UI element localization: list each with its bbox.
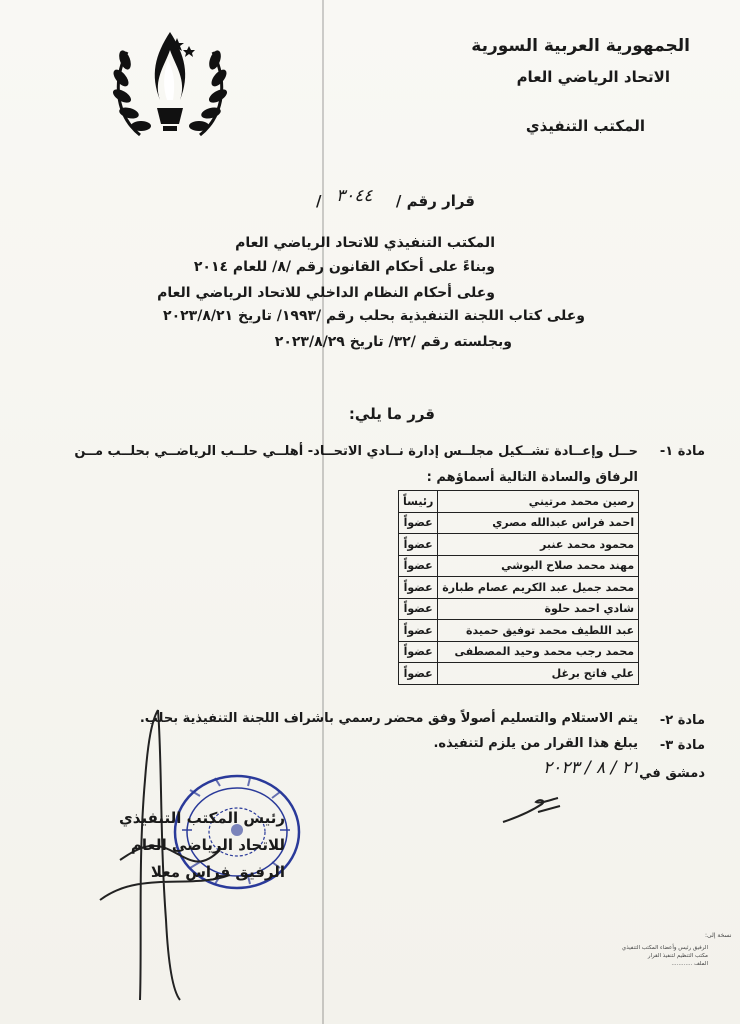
member-role: عضواً — [399, 620, 438, 642]
member-role: عضواً — [399, 663, 438, 685]
table-row — [399, 512, 639, 534]
table-row — [399, 598, 639, 620]
preamble-line3: وعلى أحكام النظام الداخلي للاتحاد الرياضي العام — [157, 285, 495, 301]
decision-number: ٣٠٤٤ — [336, 186, 373, 206]
member-role: عضواً — [399, 577, 438, 599]
preamble-line4: وعلى كتاب اللجنة التنفيذية بحلب رقم /١٩٩٣/ تاريخ ٢٠٢٣/٨/٢١ — [163, 308, 585, 324]
table-row — [399, 534, 639, 556]
member-role: عضواً — [399, 512, 438, 534]
signature-name: الرفيق فراس معلا — [150, 863, 285, 881]
preamble-line2: وبناءً على أحكام القانون رقم /٨/ للعام ٢٠١٤ — [193, 259, 495, 275]
member-role: عضواً — [399, 641, 438, 663]
members-table — [398, 490, 639, 685]
member-name: رصين محمد مرتيني — [438, 491, 639, 513]
footer-distribution — [568, 944, 708, 968]
member-name: محمد رجب محمد وحيد المصطفى — [438, 641, 639, 663]
article-1-label: مادة ١- — [659, 444, 705, 459]
article-1-text-continued: الرفاق والسادة التالية أسماؤهم : — [426, 470, 638, 485]
member-name: محمود محمد عنبر — [438, 534, 639, 556]
table-row — [399, 620, 639, 642]
footer-line1: الرفيق رئيس وأعضاء المكتب التنفيذي — [621, 945, 708, 951]
article-2-label: مادة ٢- — [659, 713, 705, 728]
member-role: عضواً — [399, 534, 438, 556]
signature-organization: للاتحاد الرياضي العام — [130, 836, 285, 854]
decision-slash: / — [316, 192, 322, 210]
member-name: عبد اللطيف محمد توفيق حميدة — [438, 620, 639, 642]
table-row — [399, 641, 639, 663]
article-3-text: يبلغ هذا القرار من يلزم لتنفيذه. — [433, 736, 638, 751]
member-name: علي فاتح برغل — [438, 663, 639, 685]
table-row — [399, 491, 639, 513]
footer-cc-label: نسخة إلى: — [705, 932, 732, 939]
paper-fold — [322, 0, 324, 1024]
member-name: محمد جميل عبد الكريم عصام طبارة — [438, 577, 639, 599]
article-2-text: يتم الاستلام والتسليم أصولاً وفق محضر رسمي باشراف اللجنة التنفيذية بحلب. — [139, 711, 638, 726]
signature-block — [119, 805, 285, 886]
member-name: احمد فراس عبدالله مصري — [438, 512, 639, 534]
preamble-line5: وبجلسته رقم /٣٢/ تاريخ ٢٠٢٣/٨/٢٩ — [274, 334, 512, 350]
footer-line3: الملف ............ — [671, 961, 708, 967]
signature-title: رئيس المكتب التنفيذي — [119, 809, 285, 827]
preamble-line1: المكتب التنفيذي للاتحاد الرياضي العام — [235, 235, 495, 251]
date-value: ٢١ / ٨ / ٢٠٢٣ — [542, 758, 640, 778]
article-1-text: حــل وإعــادة تشــكيل مجلــس إدارة نــادي الاتحــاد- أهلــي حلــب الرياضــي بحلــب مــن — [74, 444, 638, 459]
member-name: شادي احمد حلوة — [438, 598, 639, 620]
footer-line2: مكتب التنظيم لتنفيذ القرار — [647, 953, 708, 959]
table-row — [399, 577, 639, 599]
table-row — [399, 663, 639, 685]
decision-label: قرار رقم / — [395, 192, 475, 210]
table-row — [399, 555, 639, 577]
header-department: المكتب التنفيذي — [525, 117, 645, 135]
signature-mark-icon — [500, 790, 570, 830]
member-name: مهند محمد صلاح البوشي — [438, 555, 639, 577]
date-label: دمشق في — [639, 766, 705, 781]
decides-heading: قرر ما يلي: — [348, 405, 435, 423]
header-country: الجمهورية العربية السورية — [471, 36, 690, 56]
header-organization: الاتحاد الرياضي العام — [516, 68, 670, 86]
article-3-label: مادة ٣- — [659, 738, 705, 753]
member-role: عضواً — [399, 555, 438, 577]
member-role: عضواً — [399, 598, 438, 620]
emblem-icon — [105, 20, 235, 150]
member-role: رئيساً — [399, 491, 438, 513]
